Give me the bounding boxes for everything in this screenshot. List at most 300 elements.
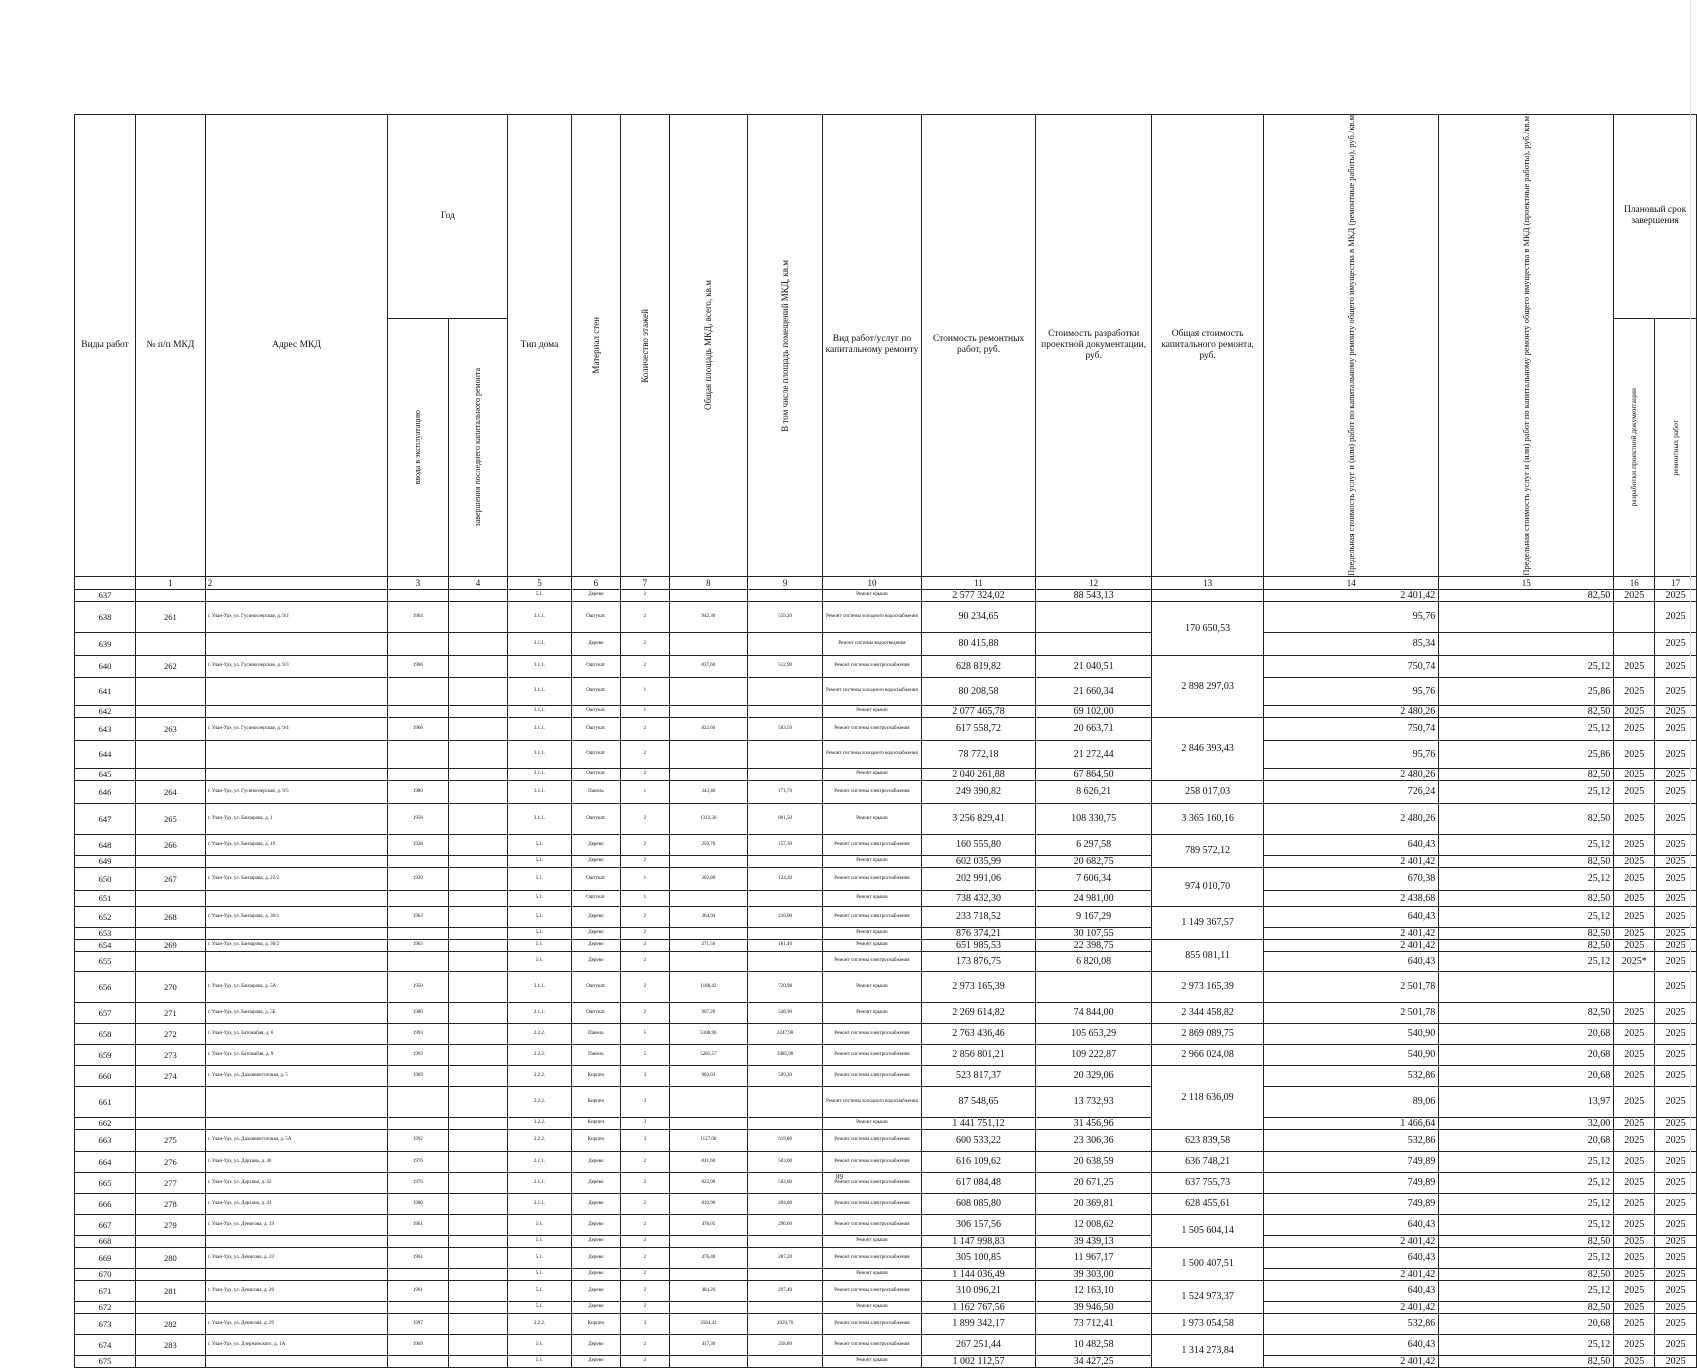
limit-repair-cell: 540,90 — [1264, 1044, 1439, 1065]
year-entry-cell: 1997 — [388, 1313, 448, 1334]
year-entry-cell: 1961 — [388, 1280, 448, 1301]
wall-material-cell: Дерево — [571, 906, 620, 927]
row-number-cell: 639 — [75, 632, 136, 655]
year-entry-cell — [388, 1117, 448, 1129]
year-last-repair-cell — [448, 906, 508, 927]
floors-cell: 1 — [621, 890, 670, 906]
limit-design-cell: 25,12 — [1439, 780, 1614, 803]
house-type-cell: 2.2.2. — [508, 1086, 571, 1117]
floors-cell: 2 — [621, 951, 670, 971]
year-entry-cell — [388, 740, 448, 768]
year-last-repair-cell — [448, 1065, 508, 1086]
table-row — [75, 867, 1697, 890]
limit-repair-cell: 95,76 — [1264, 677, 1439, 705]
design-cost-cell: 21 660,34 — [1036, 677, 1152, 705]
repair-cost-cell: 600 533,22 — [921, 1129, 1036, 1151]
repair-cost-cell: 876 374,21 — [921, 927, 1036, 939]
total-area-cell — [669, 1355, 748, 1367]
wall-material-cell: Дерево — [571, 1151, 620, 1172]
wall-material-cell: Оштукат. — [571, 971, 620, 1002]
premises-area-cell — [748, 705, 823, 717]
address-cell: г. Улан-Удэ, ул. Банзарова, д. 22/2 — [205, 867, 388, 890]
col-number: 12 — [1036, 576, 1152, 589]
premises-area-cell: 494,80 — [748, 1193, 823, 1214]
deadline-repair-cell: 2025 — [1655, 1023, 1697, 1044]
col-number: 7 — [621, 576, 670, 589]
deadline-design-cell — [1614, 601, 1655, 632]
address-cell — [205, 951, 388, 971]
address-cell: г. Улан-Удэ, ул. Банзарова, д. 19 — [205, 834, 388, 855]
work-type-cell: Ремонт крыши — [823, 1235, 922, 1247]
limit-design-cell: 25,86 — [1439, 677, 1614, 705]
column-number-row — [75, 576, 1697, 589]
total-cost-cell: 2 973 165,39 — [1151, 971, 1263, 1002]
deadline-design-cell: 2025 — [1614, 906, 1655, 927]
limit-repair-cell: 640,43 — [1264, 906, 1439, 927]
house-type-cell: 5.1. — [508, 1247, 571, 1268]
table-row — [75, 971, 1697, 1002]
deadline-repair-cell: 2025 — [1655, 1235, 1697, 1247]
header-wall-material-cell — [571, 115, 620, 577]
design-cost-cell: 20 369,81 — [1036, 1193, 1152, 1214]
mkd-number-cell — [136, 1355, 206, 1367]
design-cost-cell: 31 456,96 — [1036, 1117, 1152, 1129]
header-limit-design-cell — [1439, 115, 1614, 577]
year-last-repair-cell — [448, 1086, 508, 1117]
table-row — [75, 927, 1697, 939]
work-type-cell: Ремонт системы электроснабжения — [823, 1065, 922, 1086]
total-area-cell: 478,05 — [669, 1214, 748, 1235]
repair-cost-cell: 2 077 465,78 — [921, 705, 1036, 717]
floors-cell: 2 — [621, 1355, 670, 1367]
deadline-design-cell: 2025 — [1614, 1002, 1655, 1023]
table-row — [75, 939, 1697, 951]
limit-design-cell: 25,12 — [1439, 951, 1614, 971]
floors-cell: 1 — [621, 867, 670, 890]
repair-cost-cell: 1 147 998,83 — [921, 1235, 1036, 1247]
work-type-cell: Ремонт крыши — [823, 1301, 922, 1313]
row-number-cell: 651 — [75, 890, 136, 906]
total-area-cell — [669, 1117, 748, 1129]
floors-cell: 2 — [621, 971, 670, 1002]
address-cell: г. Улан-Удэ, ул. Дархана, д. 42 — [205, 1172, 388, 1193]
document-sheet — [74, 114, 1697, 1368]
row-number-cell: 674 — [75, 1334, 136, 1355]
floors-cell: 5 — [621, 1023, 670, 1044]
floors-cell: 2 — [621, 601, 670, 632]
address-cell: г. Улан-Удэ, ул. Дальневосточная, д. 5А — [205, 1129, 388, 1151]
table-row — [75, 1355, 1697, 1367]
deadline-repair-cell: 2025 — [1655, 655, 1697, 677]
limit-design-cell: 20,68 — [1439, 1044, 1614, 1065]
floors-cell: 2 — [621, 717, 670, 740]
limit-repair-cell: 2 480,26 — [1264, 768, 1439, 780]
col-number: 9 — [748, 576, 823, 589]
total-cost-cell: 1 973 054,58 — [1151, 1313, 1263, 1334]
deadline-design-cell: 2025 — [1614, 705, 1655, 717]
header-year-entry: ввода в эксплуатацию — [412, 410, 422, 485]
year-entry-cell: 1992 — [388, 1129, 448, 1151]
deadline-design-cell: 2025 — [1614, 1117, 1655, 1129]
mkd-number-cell: 267 — [136, 867, 206, 890]
deadline-design-cell: 2025 — [1614, 834, 1655, 855]
mkd-number-cell — [136, 1086, 206, 1117]
col-number: 15 — [1439, 576, 1614, 589]
work-type-cell: Ремонт крыши — [823, 927, 922, 939]
header-total-cost: Общая стоимость капитального ремонта, руб. — [1151, 115, 1263, 577]
total-area-cell — [669, 951, 748, 971]
repair-cost-cell: 78 772,18 — [921, 740, 1036, 768]
header-year-last-repair: завершения последнего капитального ремонта — [472, 368, 482, 527]
wall-material-cell: Оштукат. — [571, 1002, 620, 1023]
premises-area-cell: 181,40 — [748, 939, 823, 951]
header-premises-area: В том числе площадь помещений МКД, кв.м — [780, 259, 791, 432]
row-number-cell: 667 — [75, 1214, 136, 1235]
limit-design-cell: 25,12 — [1439, 655, 1614, 677]
limit-design-cell: 25,12 — [1439, 1280, 1614, 1301]
deadline-repair-cell: 2025 — [1655, 1117, 1697, 1129]
house-type-cell: 3.1.1. — [508, 803, 571, 834]
table-row — [75, 1117, 1697, 1129]
deadline-repair-cell: 2025 — [1655, 971, 1697, 1002]
col-number — [75, 576, 136, 589]
floors-cell: 2 — [621, 927, 670, 939]
repair-cost-cell: 310 096,21 — [921, 1280, 1036, 1301]
table-row — [75, 589, 1697, 601]
deadline-design-cell: 2025 — [1614, 1193, 1655, 1214]
wall-material-cell: Оштукат. — [571, 717, 620, 740]
total-area-cell: 484,20 — [669, 1280, 748, 1301]
premises-area-cell — [748, 768, 823, 780]
row-number-cell: 645 — [75, 768, 136, 780]
premises-area-cell: 512,90 — [748, 655, 823, 677]
work-type-cell: Ремонт крыши — [823, 939, 922, 951]
mkd-number-cell — [136, 890, 206, 906]
year-entry-cell: 1993 — [388, 1023, 448, 1044]
house-type-cell: 5.1. — [508, 867, 571, 890]
wall-material-cell: Дерево — [571, 1268, 620, 1280]
limit-repair-cell: 2 401,42 — [1264, 939, 1439, 951]
deadline-repair-cell: 2025 — [1655, 1172, 1697, 1193]
col-number: 11 — [921, 576, 1036, 589]
year-last-repair-cell — [448, 601, 508, 632]
wall-material-cell: Оштукат. — [571, 677, 620, 705]
year-entry-cell: 1969 — [388, 1065, 448, 1086]
address-cell: г. Улан-Удэ, ул. Денисова, д. 23 — [205, 1247, 388, 1268]
limit-design-cell — [1439, 601, 1614, 632]
row-number-cell: 675 — [75, 1355, 136, 1367]
limit-repair-cell: 2 401,42 — [1264, 1268, 1439, 1280]
mkd-number-cell — [136, 632, 206, 655]
header-deadline-design-cell — [1614, 318, 1655, 576]
address-cell — [205, 1355, 388, 1367]
year-entry-cell — [388, 951, 448, 971]
mkd-number-cell — [136, 768, 206, 780]
design-cost-cell: 24 981,00 — [1036, 890, 1152, 906]
floors-cell: 2 — [621, 1301, 670, 1313]
year-entry-cell: 1980 — [388, 1002, 448, 1023]
year-entry-cell: 1966 — [388, 655, 448, 677]
house-type-cell: 5.1. — [508, 589, 571, 601]
premises-area-cell — [748, 1117, 823, 1129]
mkd-number-cell: 283 — [136, 1334, 206, 1355]
design-cost-cell: 21 040,51 — [1036, 655, 1152, 677]
year-last-repair-cell — [448, 1214, 508, 1235]
limit-repair-cell: 640,43 — [1264, 1280, 1439, 1301]
floors-cell: 2 — [621, 939, 670, 951]
mkd-number-cell: 280 — [136, 1247, 206, 1268]
year-entry-cell: 1966 — [388, 717, 448, 740]
limit-design-cell: 20,68 — [1439, 1313, 1614, 1334]
house-type-cell: 5.1. — [508, 834, 571, 855]
premises-area-cell — [748, 632, 823, 655]
limit-design-cell: 25,12 — [1439, 1172, 1614, 1193]
row-number-cell: 661 — [75, 1086, 136, 1117]
header-limit-repair-cell — [1264, 115, 1439, 577]
house-type-cell: 5.1. — [508, 1214, 571, 1235]
total-area-cell: 3564,43 — [669, 1313, 748, 1334]
total-cost-cell: 2 846 393,43 — [1151, 717, 1263, 780]
table-row — [75, 1235, 1697, 1247]
design-cost-cell: 20 682,75 — [1036, 855, 1152, 867]
year-entry-cell: 1963 — [388, 906, 448, 927]
year-entry-cell: 1976 — [388, 1172, 448, 1193]
limit-design-cell: 82,50 — [1439, 1301, 1614, 1313]
work-type-cell: Ремонт системы электроснабжения — [823, 1151, 922, 1172]
repair-cost-cell: 160 555,80 — [921, 834, 1036, 855]
deadline-repair-cell: 2025 — [1655, 867, 1697, 890]
deadline-repair-cell: 2025 — [1655, 1280, 1697, 1301]
address-cell — [205, 1268, 388, 1280]
deadline-design-cell: 2025 — [1614, 677, 1655, 705]
mkd-number-cell: 269 — [136, 939, 206, 951]
total-area-cell — [669, 927, 748, 939]
house-type-cell: 3.1.1. — [508, 768, 571, 780]
address-cell: г. Улан-Удэ, ул. Гусиноозерская, д. 9/3 — [205, 655, 388, 677]
deadline-design-cell: 2025 — [1614, 1044, 1655, 1065]
premises-area-cell: 503,00 — [748, 1151, 823, 1172]
col-number: 3 — [388, 576, 448, 589]
limit-design-cell: 25,12 — [1439, 834, 1614, 855]
design-cost-cell: 20 663,71 — [1036, 717, 1152, 740]
premises-area-cell — [748, 1235, 823, 1247]
work-type-cell: Ремонт системы холодного водоснабжения — [823, 740, 922, 768]
premises-area-cell: 171,70 — [748, 780, 823, 803]
design-cost-cell: 74 844,00 — [1036, 1002, 1152, 1023]
wall-material-cell: Дерево — [571, 632, 620, 655]
limit-design-cell: 20,68 — [1439, 1129, 1614, 1151]
repair-cost-cell: 2 577 324,02 — [921, 589, 1036, 601]
deadline-repair-cell: 2025 — [1655, 740, 1697, 768]
wall-material-cell: Оштукат. — [571, 740, 620, 768]
deadline-design-cell — [1614, 971, 1655, 1002]
header-limit-design: Предельная стоимость услуг и (или) работ по капитальному ремонту общего имущества в МКД (проектные работы), руб./кв.м — [1521, 115, 1532, 576]
total-cost-cell: 2 344 458,82 — [1151, 1002, 1263, 1023]
address-cell: г. Улан-Удэ, ул. Банзарова, д. 5А — [205, 971, 388, 1002]
repair-cost-cell: 80 415,88 — [921, 632, 1036, 655]
limit-repair-cell: 749,89 — [1264, 1151, 1439, 1172]
header-floors: Количество этажей — [639, 308, 650, 383]
mkd-number-cell: 268 — [136, 906, 206, 927]
repair-cost-cell: 249 390,82 — [921, 780, 1036, 803]
deadline-design-cell: 2025 — [1614, 1235, 1655, 1247]
repair-cost-cell: 2 856 801,21 — [921, 1044, 1036, 1065]
table-row — [75, 740, 1697, 768]
table-row — [75, 1172, 1697, 1193]
design-cost-cell: 10 482,58 — [1036, 1334, 1152, 1355]
house-type-cell: 2.2.2. — [508, 1313, 571, 1334]
scan-edge-line — [1690, 0, 1691, 1200]
total-cost-cell: 1 524 973,37 — [1151, 1280, 1263, 1313]
wall-material-cell: Оштукат. — [571, 890, 620, 906]
floors-cell: 1 — [621, 780, 670, 803]
row-number-cell: 648 — [75, 834, 136, 855]
work-type-cell: Ремонт системы электроснабжения — [823, 906, 922, 927]
repair-cost-cell: 173 876,75 — [921, 951, 1036, 971]
deadline-design-cell: 2025 — [1614, 740, 1655, 768]
house-type-cell: 3.1.1. — [508, 655, 571, 677]
address-cell — [205, 1301, 388, 1313]
limit-design-cell: 82,50 — [1439, 1268, 1614, 1280]
deadline-repair-cell: 2025 — [1655, 717, 1697, 740]
mkd-number-cell — [136, 927, 206, 939]
wall-material-cell: Дерево — [571, 1355, 620, 1367]
repair-cost-cell: 1 441 751,12 — [921, 1117, 1036, 1129]
total-cost-cell: 2 966 024,08 — [1151, 1044, 1263, 1065]
repair-cost-cell: 617 084,48 — [921, 1172, 1036, 1193]
work-type-cell: Ремонт крыши — [823, 855, 922, 867]
wall-material-cell: Дерево — [571, 1214, 620, 1235]
limit-design-cell: 25,12 — [1439, 906, 1614, 927]
limit-design-cell: 82,50 — [1439, 589, 1614, 601]
premises-area-cell: 287,20 — [748, 1247, 823, 1268]
limit-design-cell: 25,12 — [1439, 1193, 1614, 1214]
total-cost-cell: 1 149 367,57 — [1151, 906, 1263, 939]
floors-cell: 1 — [621, 705, 670, 717]
design-cost-cell: 39 946,50 — [1036, 1301, 1152, 1313]
limit-design-cell: 32,00 — [1439, 1117, 1614, 1129]
deadline-design-cell: 2025 — [1614, 1214, 1655, 1235]
floors-cell: 2 — [621, 906, 670, 927]
deadline-repair-cell: 2025 — [1655, 1214, 1697, 1235]
total-area-cell: 822,60 — [669, 717, 748, 740]
floors-cell: 2 — [621, 1280, 670, 1301]
mkd-number-cell: 272 — [136, 1023, 206, 1044]
premises-area-cell — [748, 740, 823, 768]
total-area-cell: 1127,00 — [669, 1129, 748, 1151]
year-entry-cell — [388, 632, 448, 655]
wall-material-cell: Дерево — [571, 1172, 620, 1193]
table-row — [75, 855, 1697, 867]
col-number: 1 — [136, 576, 206, 589]
floors-cell: 2 — [621, 589, 670, 601]
row-number-cell: 670 — [75, 1268, 136, 1280]
address-cell — [205, 589, 388, 601]
deadline-repair-cell: 2025 — [1655, 589, 1697, 601]
row-number-cell: 665 — [75, 1172, 136, 1193]
repair-cost-cell: 2 269 614,82 — [921, 1002, 1036, 1023]
limit-repair-cell: 640,43 — [1264, 1247, 1439, 1268]
limit-repair-cell: 750,74 — [1264, 655, 1439, 677]
premises-area-cell — [748, 890, 823, 906]
limit-design-cell: 20,68 — [1439, 1065, 1614, 1086]
deadline-design-cell: 2025 — [1614, 1129, 1655, 1151]
col-number: 13 — [1151, 576, 1263, 589]
limit-design-cell: 82,50 — [1439, 927, 1614, 939]
house-type-cell: 5.1. — [508, 1268, 571, 1280]
repair-cost-cell: 1 162 767,56 — [921, 1301, 1036, 1313]
header-deadline-repair: ремонтных работ — [1670, 419, 1680, 476]
deadline-repair-cell: 2025 — [1655, 1193, 1697, 1214]
year-last-repair-cell — [448, 1247, 508, 1268]
deadline-repair-cell: 2025 — [1655, 890, 1697, 906]
limit-design-cell: 25,86 — [1439, 740, 1614, 768]
year-last-repair-cell — [448, 939, 508, 951]
repair-cost-cell: 2 040 261,88 — [921, 768, 1036, 780]
limit-repair-cell: 540,90 — [1264, 1023, 1439, 1044]
address-cell: г. Улан-Удэ, ул. Денисова, д. 29 — [205, 1313, 388, 1334]
work-type-cell: Ремонт системы электроснабжения — [823, 1214, 922, 1235]
mkd-number-cell: 282 — [136, 1313, 206, 1334]
year-entry-cell — [388, 1355, 448, 1367]
premises-area-cell: 801,50 — [748, 803, 823, 834]
year-entry-cell: 1963 — [388, 939, 448, 951]
limit-repair-cell: 2 401,42 — [1264, 1355, 1439, 1367]
year-last-repair-cell — [448, 855, 508, 867]
total-area-cell — [669, 1268, 748, 1280]
design-cost-cell: 9 167,29 — [1036, 906, 1152, 927]
design-cost-cell: 105 653,29 — [1036, 1023, 1152, 1044]
limit-design-cell: 25,12 — [1439, 1334, 1614, 1355]
year-last-repair-cell — [448, 740, 508, 768]
deadline-design-cell: 2025 — [1614, 717, 1655, 740]
work-type-cell: Ремонт крыши — [823, 803, 922, 834]
year-last-repair-cell — [448, 1235, 508, 1247]
limit-design-cell: 13,97 — [1439, 1086, 1614, 1117]
deadline-design-cell: 2025 — [1614, 939, 1655, 951]
design-cost-cell: 69 102,00 — [1036, 705, 1152, 717]
total-cost-cell: 1 505 604,14 — [1151, 1214, 1263, 1247]
deadline-repair-cell: 2025 — [1655, 803, 1697, 834]
mkd-number-cell — [136, 855, 206, 867]
wall-material-cell: Оштукат. — [571, 601, 620, 632]
row-number-cell: 640 — [75, 655, 136, 677]
table-row — [75, 1334, 1697, 1355]
limit-repair-cell: 89,06 — [1264, 1086, 1439, 1117]
year-last-repair-cell — [448, 677, 508, 705]
row-number-cell: 657 — [75, 1002, 136, 1023]
repair-cost-cell: 233 718,52 — [921, 906, 1036, 927]
year-entry-cell — [388, 890, 448, 906]
premises-area-cell — [748, 951, 823, 971]
table-row — [75, 1268, 1697, 1280]
floors-cell: 2 — [621, 740, 670, 768]
house-type-cell: 5.1. — [508, 1334, 571, 1355]
year-last-repair-cell — [448, 867, 508, 890]
address-cell — [205, 855, 388, 867]
wall-material-cell: Дерево — [571, 939, 620, 951]
repair-cost-cell: 1 002 112,57 — [921, 1355, 1036, 1367]
house-type-cell: 5.1. — [508, 1235, 571, 1247]
deadline-repair-cell: 2025 — [1655, 939, 1697, 951]
house-type-cell: 5.1. — [508, 906, 571, 927]
total-area-cell: 810,90 — [669, 1193, 748, 1214]
premises-area-cell — [748, 927, 823, 939]
address-cell: г. Улан-Удэ, ул. Дархана, д. 40 — [205, 1151, 388, 1172]
total-cost-cell: 637 755,73 — [1151, 1172, 1263, 1193]
work-type-cell: Ремонт системы холодного водоснабжения — [823, 677, 922, 705]
table-row — [75, 1002, 1697, 1023]
